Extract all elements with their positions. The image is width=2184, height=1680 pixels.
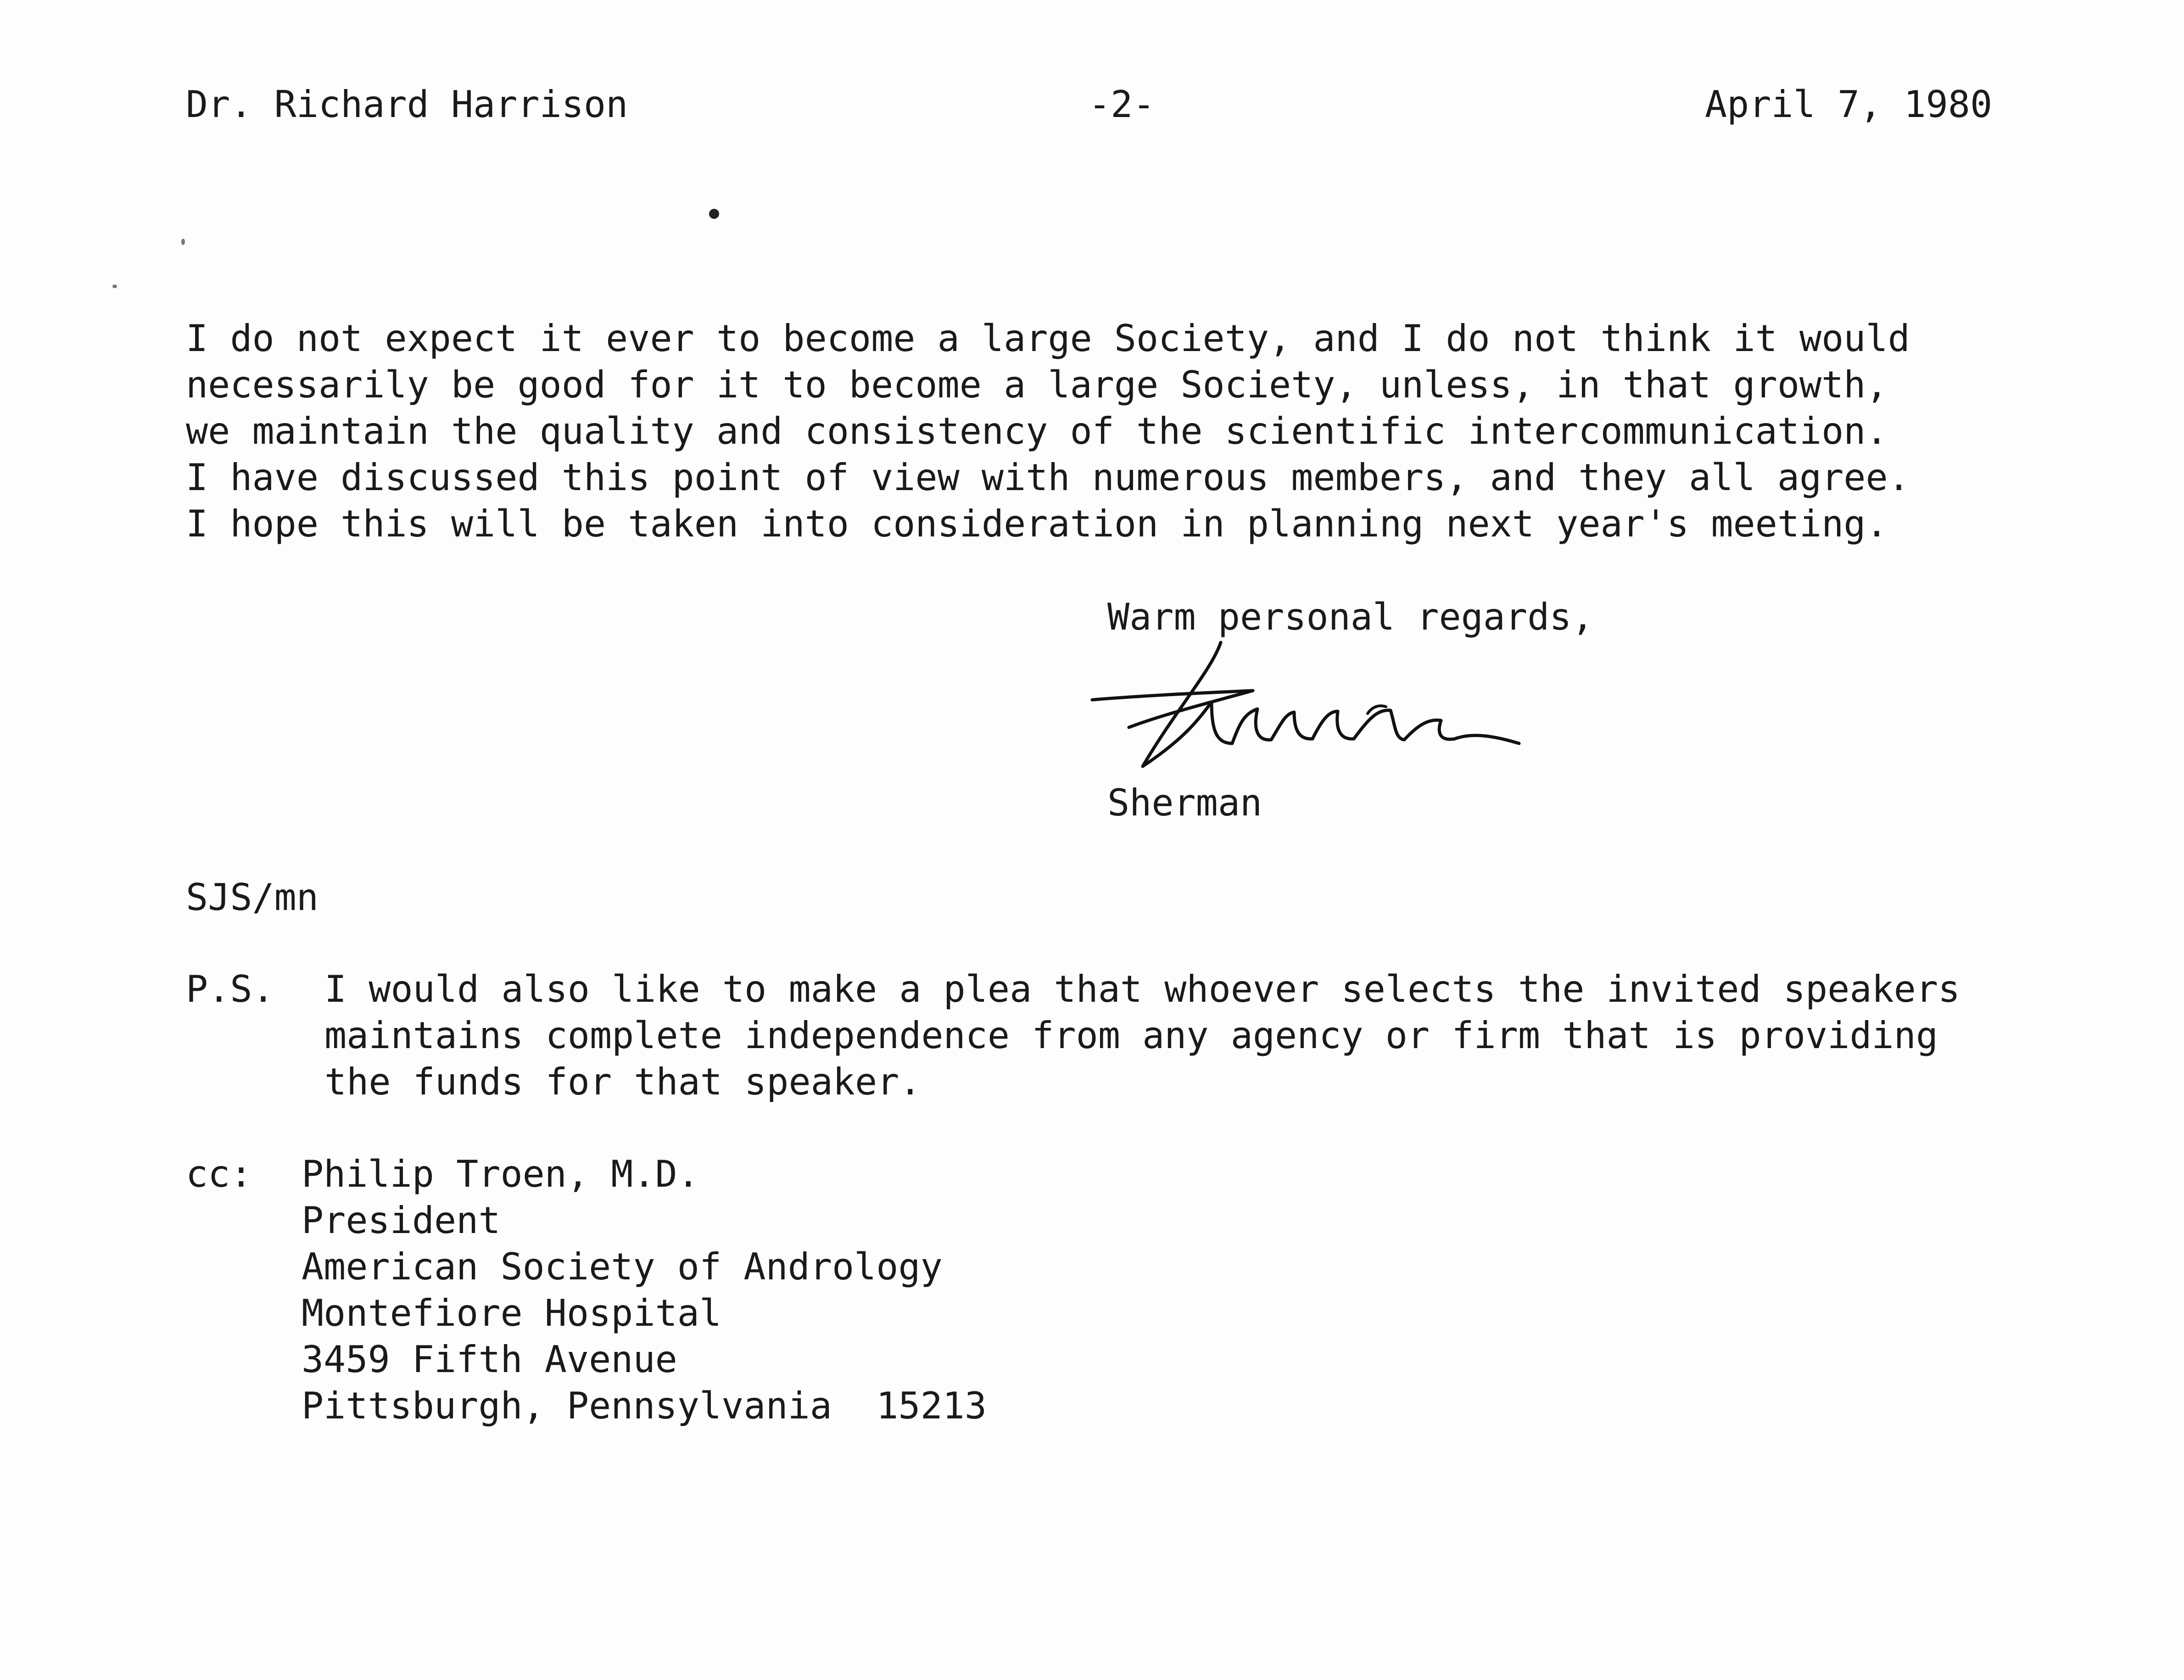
- cc-line: President: [302, 1199, 501, 1242]
- body-paragraph: [186, 315, 2044, 547]
- cc-line: Philip Troen, M.D.: [302, 1153, 699, 1195]
- cc-line: Montefiore Hospital: [302, 1292, 722, 1334]
- page-number: -2-: [1089, 83, 1155, 126]
- reference-initials: SJS/mn: [186, 876, 318, 919]
- body-line: I do not expect it ever to become a large Society, and I do not think it would: [186, 317, 1910, 360]
- cc-label: cc:: [186, 1153, 252, 1195]
- postscript-label: P.S.: [186, 968, 274, 1010]
- cc-line: Pittsburgh, Pennsylvania 15213: [302, 1384, 987, 1427]
- scan-speck: [112, 285, 117, 288]
- scan-speck: [709, 209, 719, 219]
- body-line: we maintain the quality and consistency of the scientific intercommunication.: [186, 410, 1888, 452]
- body-line: necessarily be good for it to become a large Society, unless, in that growth,: [186, 363, 1888, 406]
- postscript-line: the funds for that speaker.: [324, 1060, 922, 1103]
- closing-salutation: Warm personal regards,: [1107, 596, 1594, 638]
- recipient-name: Dr. Richard Harrison: [186, 83, 628, 126]
- postscript-line: maintains complete independence from any agency or firm that is providing: [324, 1014, 1938, 1057]
- cc-address-block: [302, 1151, 1449, 1429]
- cc-line: 3459 Fifth Avenue: [302, 1338, 677, 1381]
- body-line: I have discussed this point of view with numerous members, and they all agree.: [186, 456, 1910, 499]
- cc-line: American Society of Andrology: [302, 1245, 943, 1288]
- handwritten-signature: [1074, 633, 1625, 803]
- letter-date: April 7, 1980: [1705, 83, 1993, 126]
- postscript-line: I would also like to make a plea that whoever selects the invited speakers: [324, 968, 1961, 1010]
- postscript-body: [324, 966, 2068, 1105]
- typed-signer-name: Sherman: [1107, 781, 1262, 824]
- body-line: I hope this will be taken into consideration in planning next year's meeting.: [186, 502, 1888, 545]
- scan-speck: [181, 239, 185, 245]
